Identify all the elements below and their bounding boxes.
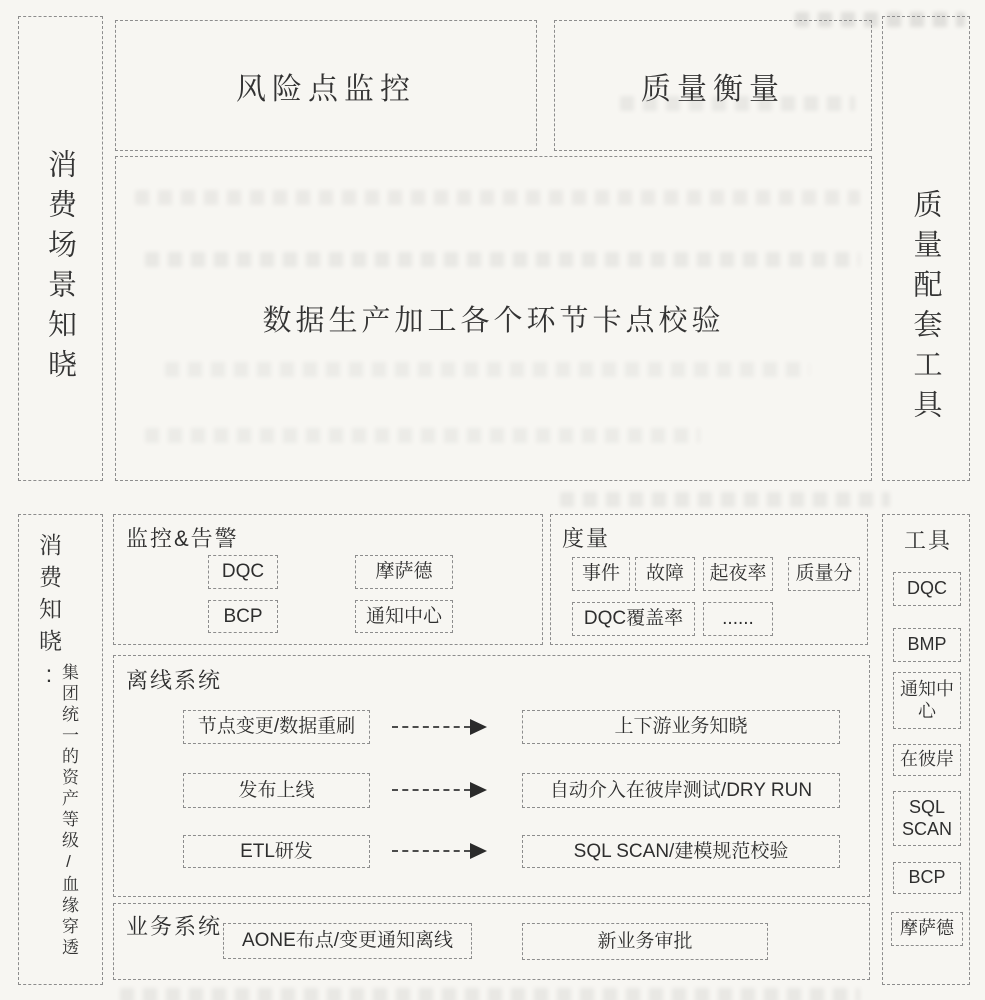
checkpoint-label: 数据生产加工各个环节卡点校验: [262, 305, 725, 337]
flow-source-release-label: 发布上线: [238, 779, 315, 801]
tool-item-bmp-label: BMP: [907, 634, 947, 655]
tool-item-dqc: [893, 572, 961, 606]
flow-target-downstream-aware: [522, 710, 840, 744]
metric-item-ellipsis-label: ......: [722, 608, 754, 630]
monitor-item-dqc-label: DQC: [221, 561, 265, 583]
tool-item-dqc-label: DQC: [907, 578, 947, 599]
flow-arrow: [392, 789, 470, 791]
metric-item-night-rate-label: 起夜率: [709, 563, 767, 585]
monitor-item-notify-center-label: 通知中心: [365, 605, 442, 627]
business-item-aone: [223, 923, 472, 959]
metric-item-ellipsis: [703, 602, 773, 636]
awareness-primary-label: 消费知晓:: [36, 533, 62, 696]
flow-target-sql-scan: [522, 835, 840, 868]
bleed-smudge: [560, 492, 890, 507]
business-item-new-approval: [522, 923, 768, 960]
flow-target-downstream-aware-label: 上下游业务知晓: [614, 716, 748, 738]
business-system-title: 业务系统: [126, 914, 223, 939]
quality-measure-box: [554, 20, 872, 151]
monitor-item-notify-center: [355, 600, 453, 633]
flow-target-dry-run-label: 自动介入在彼岸测试/DRY RUN: [549, 779, 813, 801]
metric-item-fault-label: 故障: [645, 563, 684, 585]
quality-measure-label: 质量衡量: [641, 72, 785, 106]
tool-item-mosad-label: 摩萨德: [900, 918, 954, 939]
monitor-alert-title: 监控&告警: [126, 526, 239, 551]
metric-item-event-label: 事件: [581, 563, 620, 585]
risk-monitor-label: 风险点监控: [236, 72, 416, 106]
tool-item-zaibian: [893, 744, 961, 776]
tool-item-bcp-label: BCP: [908, 867, 946, 888]
top-left-scenario-label: 消费场景知晓: [44, 149, 76, 389]
metric-item-night-rate: [703, 557, 773, 591]
monitor-item-bcp-label: BCP: [223, 605, 263, 627]
bottom-left-awareness-box: [18, 514, 103, 985]
tool-item-mosad: [891, 912, 963, 946]
flow-target-dry-run: [522, 773, 840, 808]
tool-item-sql-scan: [893, 791, 961, 846]
metric-item-event: [572, 557, 630, 591]
tool-item-notify-center: [893, 672, 961, 729]
risk-monitor-box: [115, 20, 537, 151]
monitor-item-dqc: [208, 555, 278, 589]
metric-item-quality-score-label: 质量分: [795, 563, 853, 585]
business-item-aone-label: AONE布点/变更通知离线: [241, 930, 454, 952]
flow-source-node-change-label: 节点变更/数据重刷: [197, 716, 356, 738]
metric-item-dqc-coverage: [572, 602, 695, 636]
flow-source-etl-dev: [183, 835, 370, 868]
monitor-item-bcp: [208, 600, 278, 633]
tool-item-bcp: [893, 862, 961, 894]
tool-item-bmp: [893, 628, 961, 662]
business-item-new-approval-label: 新业务审批: [597, 930, 693, 952]
flow-source-etl-dev-label: ETL研发: [240, 840, 313, 862]
metric-item-dqc-coverage-label: DQC覆盖率: [583, 608, 684, 630]
monitor-item-mosad: [355, 555, 453, 589]
metrics-title: 度量: [562, 526, 611, 551]
flow-arrow: [392, 850, 470, 852]
top-left-scenario-label-box: [18, 16, 103, 481]
tool-item-zaibian-label: 在彼岸: [900, 749, 954, 770]
offline-system-title: 离线系统: [126, 668, 223, 693]
metric-item-fault: [635, 557, 695, 591]
tool-item-notify-center-label: 通知中心: [900, 678, 954, 721]
top-right-tools-label: 质量配套工具: [909, 189, 942, 429]
flow-source-node-change: [183, 710, 370, 744]
metric-item-quality-score: [788, 557, 860, 591]
monitor-item-mosad-label: 摩萨德: [375, 561, 433, 583]
checkpoint-box: [115, 156, 872, 481]
flow-source-release: [183, 773, 370, 808]
top-right-tools-label-box: [882, 16, 970, 481]
tool-item-sql-scan-label: SQL SCAN: [901, 796, 952, 839]
bleed-smudge: [120, 988, 860, 1000]
flow-target-sql-scan-label: SQL SCAN/建模规范校验: [573, 840, 789, 862]
tools-title: 工具: [904, 528, 953, 553]
awareness-secondary-label: 集团统一的资产等级/血缘穿透: [59, 663, 78, 959]
flow-arrow: [392, 726, 470, 728]
